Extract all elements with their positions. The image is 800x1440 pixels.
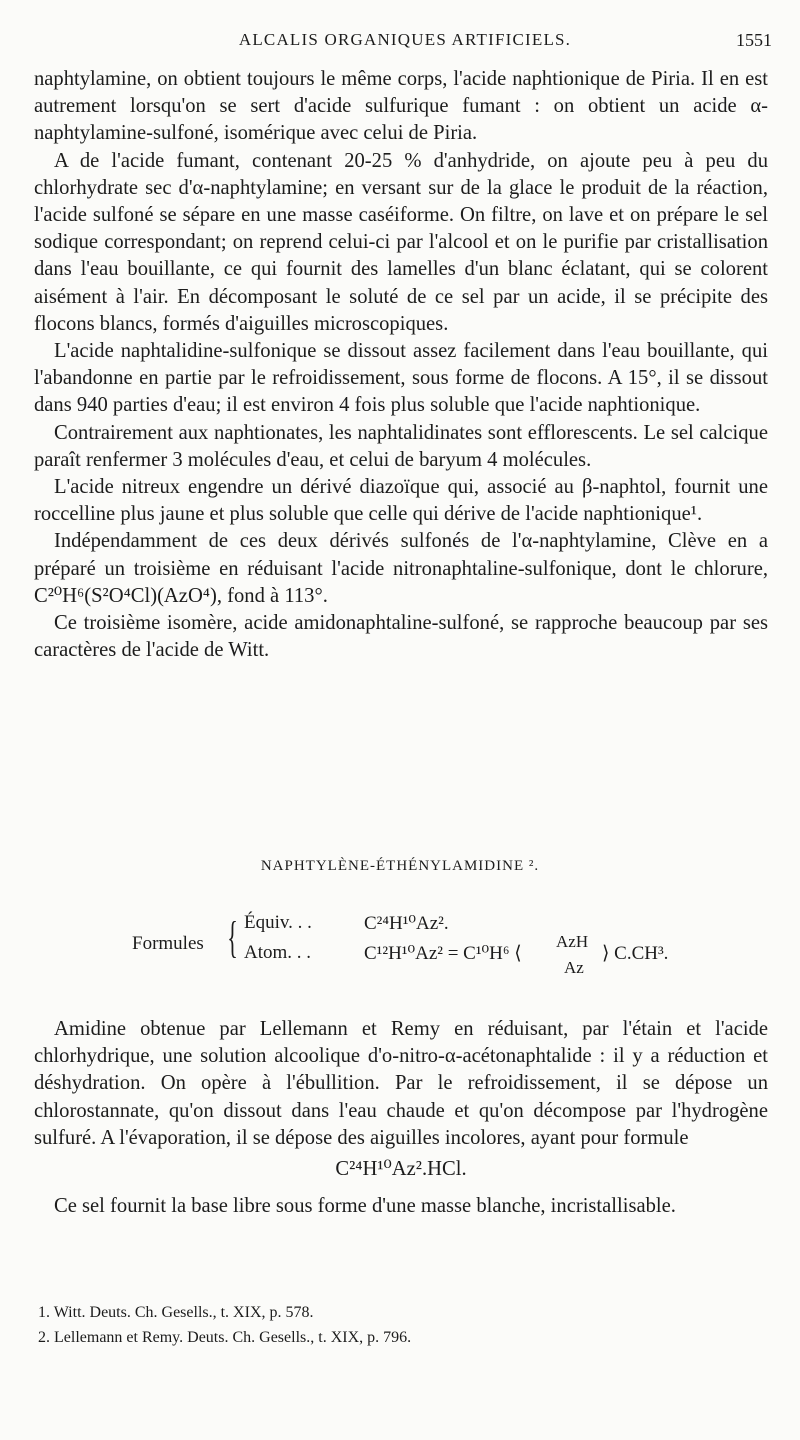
paragraph: L'acide nitreux engendre un dérivé diazoïque qui, associé au β-naphtol, fournit une roccelline plus jaune et plus soluble que celle qui dérive de l'acide naphtionique¹. [34,476,768,526]
paragraph: Ce troisième isomère, acide amidonaphtaline-sulfoné, se rapproche beaucoup par ses caractères de l'acide de Witt. [34,612,768,662]
equiv-label: Équiv. . . [244,912,312,933]
paragraph: Ce sel fournit la base libre sous forme d'une masse blanche, incristallisable. [54,1195,676,1218]
centered-formula: C²⁴H¹⁰Az².HCl. [335,1158,467,1181]
footnote: 2. Lellemann et Remy. Deuts. Ch. Gesells., t. XIX, p. 796. [38,1329,412,1346]
equiv-formula: C²⁴H¹⁰Az². [364,913,449,934]
formula-label: Formules [132,933,204,954]
paragraph: L'acide naphtalidine-sulfonique se dissout assez facilement dans l'eau bouillante, qui l'abandonne en partie par le refroidissement, sous forme de flocons. A 15°, il se dissout dans 940 parties d'eau; il est environ 4 fois plus soluble que l'acide naphtionique. [34,340,768,417]
formula-block [132,912,692,982]
header-title: ALCALIS ORGANIQUES ARTIFICIELS. [238,30,572,49]
atom-lower-group: Az [564,958,584,977]
section-text [34,1016,768,1220]
paragraph: Contrairement aux naphtionates, les naphtalidinates sont efflorescents. Le sel calcique paraît renfermer 3 molécules d'eau, et celui de baryum 4 molécules. [34,421,768,471]
main-text [34,66,768,664]
section-heading: NAPHTYLÈNE-ÉTHÉNYLAMIDINE ². [260,858,540,874]
atom-formula-tail: ⟩ C.CH³. [602,943,669,964]
paragraph: naphtylamine, on obtient toujours le même corps, l'acide naphtionique de Piria. Il en est autrement lorsqu'on se sert d'acide sulfurique fumant : on obtient un acide α-naphtylamine-sulfoné, isomérique avec celui de Piria. [34,68,768,145]
atom-label: Atom. . . [244,942,312,963]
paragraph: A de l'acide fumant, contenant 20-25 % d'anhydride, on ajoute peu à peu du chlorhydrate sec d'α-naphtylamine; en versant sur de la glace le produit de la réaction, l'acide sulfoné se sépare en une masse caséiforme. On filtre, on lave et on prépare le sel sodique correspondant; on reprend celui-ci par l'alcool et on le purifie par cristallisation dans l'eau bouillante, ce qui fournit des lamelles d'un blanc éclatant, qui se colorent aisément à l'air. En décomposant le soluté de ce sel par un acide, il se précipite des flocons blancs, formés d'aiguilles microscopiques. [34,149,768,335]
footnotes [38,1300,758,1350]
atom-upper-group: AzH [556,932,589,951]
page-number: 1551 [736,30,772,50]
paragraph: Indépendamment de ces deux dérivés sulfonés de l'α-naphtylamine, Clève en a préparé un troisième en réduisant l'acide nitronaphtaline-sulfonique, dont le chlorure, C²⁰H⁶(S²O⁴Cl)(AzO⁴), fond à 113°. [34,530,768,607]
brace-symbol: { [227,913,238,962]
paragraph: Amidine obtenue par Lellemann et Remy en réduisant, par l'étain et l'acide chlorhydrique, une solution alcoolique d'o-nitro-α-acétonaphtalide : il y a réduction et déshydration. On opère à l'ébullition. Par le refroidissement, il se dépose un chlorostannate, qu'on dissout dans l'eau chaude et qu'on décompose par l'hydrogène sulfuré. A l'évaporation, il se dépose des aiguilles incolores, ayant pour formule [34,1018,768,1149]
footnote: 1. Witt. Deuts. Ch. Gesells., t. XIX, p. 578. [38,1304,314,1321]
atom-formula: C¹²H¹⁰Az² = C¹⁰H⁶ ⟨ [364,943,522,964]
running-header [34,30,776,56]
